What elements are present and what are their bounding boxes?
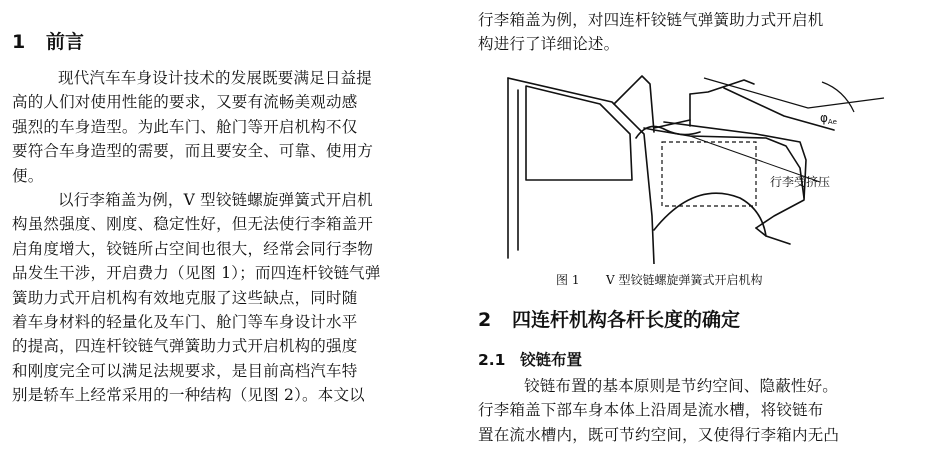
paragraph-line: 别是轿车上经常采用的一种结构（见图 2）。本文以 — [12, 386, 365, 405]
paragraph-line: 要符合车身造型的需要，而且要安全、可靠、使用方 — [12, 142, 374, 161]
paragraph-line: 铰链布置的基本原则是节约空间、隐蔽性好。 — [524, 377, 839, 395]
paragraph-line: 构虽然强度、刚度、稳定性好，但无法使行李箱盖开 — [12, 215, 374, 234]
paragraph-line: 簧助力式开启机构有效地克服了这些缺点，同时随 — [12, 288, 358, 307]
paragraph-line: 强烈的车身造型。为此车门、舱门等开启机构不仅 — [12, 117, 358, 136]
intro-continuation — [478, 8, 823, 57]
paragraph-line: 和刚度完全可以满足法规要求，是目前高档汽车特 — [12, 361, 358, 380]
section-2-1-title: 铰链布置 — [520, 351, 583, 369]
paragraph-line: 现代汽车车身设计技术的发展既要满足日益提 — [58, 69, 373, 87]
opening-angle-indicator — [704, 78, 884, 112]
callout-label: 行李受挤压 — [770, 175, 831, 189]
section-2-1-body — [478, 374, 839, 447]
section-2-1-heading — [478, 348, 582, 370]
paragraph-line: 品发生干涉，开启费力（见图 1）；而四连杆铰链气弹 — [12, 264, 381, 283]
rear-window — [526, 86, 632, 180]
section-1-body — [12, 66, 381, 408]
section-2-number: 2 — [478, 309, 492, 331]
paragraph-line: 便。 — [12, 166, 44, 185]
figure-1-number: 图 1 — [556, 273, 580, 287]
wheel-arch — [654, 193, 766, 236]
figure-1-diagram — [504, 68, 904, 264]
figure-1-caption — [556, 271, 906, 288]
paragraph-line: 置在流水槽内，既可节约空间，又使得行李箱内无凸 — [478, 425, 840, 444]
paragraph-line: 构进行了详细论述。 — [478, 35, 620, 54]
section-2-heading — [478, 308, 740, 332]
paragraph-line: 行李箱盖下部车身本体上沿周是流水槽，将铰链布 — [478, 401, 824, 420]
section-1-number: 1 — [12, 31, 26, 53]
section-2-1-number: 2.1 — [478, 351, 506, 369]
section-1-heading — [12, 30, 84, 54]
angle-label: φAe — [820, 111, 837, 126]
paragraph-line: 以行李箱盖为例，V 型铰链螺旋弹簧式开启机 — [58, 191, 373, 210]
section-1-title: 前言 — [46, 31, 85, 53]
section-2-title: 四连杆机构各杆长度的确定 — [512, 309, 741, 331]
paragraph-line: 行李箱盖为例，对四连杆铰链气弹簧助力式开启机 — [478, 11, 824, 29]
paragraph-line: 启角度增大，铰链所占空间也很大，经常会同行李物 — [12, 239, 374, 258]
paragraph-line: 着车身材料的轻量化及车门、舱门等车身设计水平 — [12, 313, 358, 332]
paragraph-line: 的提高，四连杆铰链气弹簧助力式开启机构的强度 — [12, 337, 358, 356]
paragraph-line: 高的人们对使用性能的要求，又要有流畅美观动感 — [12, 93, 358, 112]
luggage-box — [662, 142, 756, 206]
figure-1-title: V 型铰链螺旋弹簧式开启机构 — [606, 273, 763, 287]
